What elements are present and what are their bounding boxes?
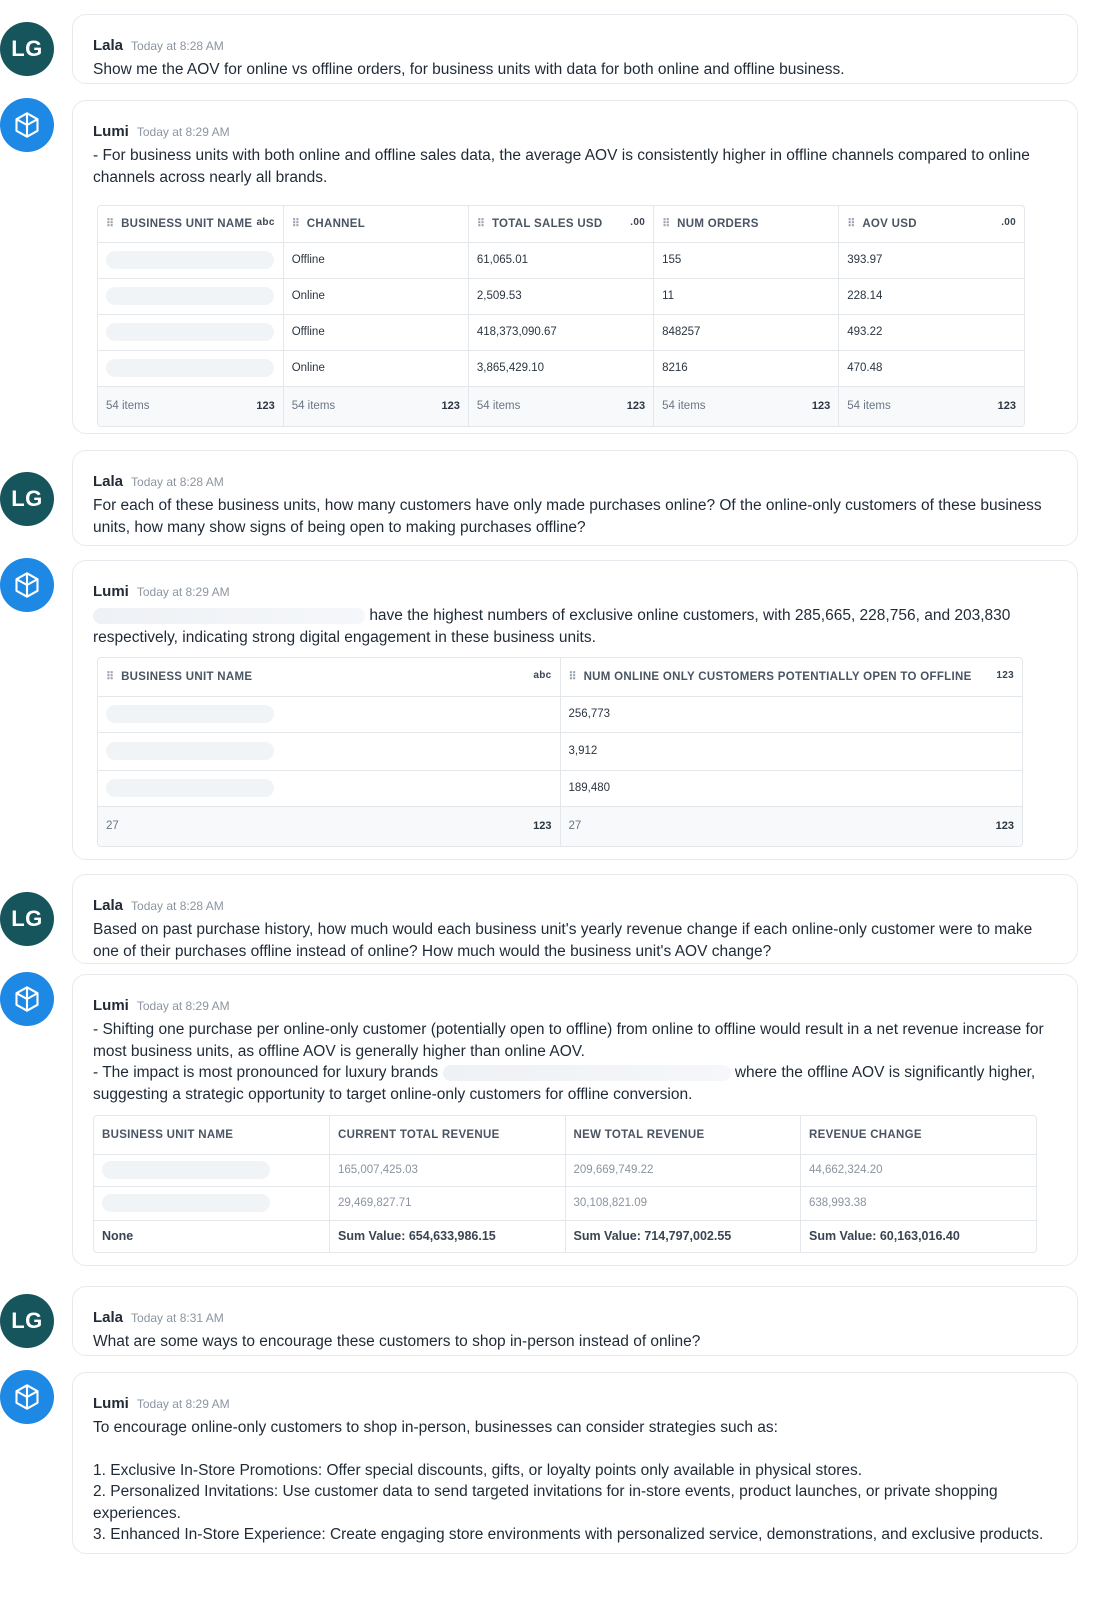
redacted-cell [102, 1161, 270, 1179]
list-item: 3. Enhanced In-Store Experience: Create engaging store environments with personalized service, demonstrations, and exclusive products. [93, 1526, 1044, 1543]
results-table[interactable] [97, 205, 1025, 427]
message-card [72, 1372, 1078, 1554]
timestamp: Today at 8:28 AM [131, 475, 224, 489]
redacted-cell [106, 705, 274, 723]
timestamp: Today at 8:31 AM [131, 1311, 224, 1325]
results-table[interactable] [93, 1115, 1037, 1253]
timestamp: Today at 8:28 AM [131, 899, 224, 913]
sender-name: Lumi [93, 583, 129, 600]
timestamp: Today at 8:29 AM [136, 1397, 230, 1411]
cube-icon [13, 111, 41, 139]
sender-name: Lumi [93, 997, 129, 1014]
sender-name: Lumi [93, 1395, 129, 1412]
bot-avatar [0, 558, 54, 612]
table-footer: 54 items 123 54 items 123 54 items 123 54 items 123 54 items 123 [98, 386, 1024, 426]
column-header[interactable]: REVENUE CHANGE [801, 1116, 1037, 1154]
list-item: 2. Personalized Invitations: Use customer data to send targeted invitations for in-store events, product launches, or private shopping experiences. [93, 1483, 998, 1522]
sender-name: Lala [93, 37, 124, 54]
redacted-cell [106, 742, 274, 760]
user-avatar: LG [0, 472, 54, 526]
table-footer: 27 123 27 123 [98, 806, 1022, 846]
user-avatar: LG [0, 892, 54, 946]
message-card [72, 1286, 1078, 1356]
message-text: What are some ways to encourage these customers to shop in-person instead of online? [93, 1333, 701, 1350]
results-table[interactable] [97, 657, 1023, 847]
table-row: 3,912 [98, 732, 1022, 770]
message-card [72, 974, 1078, 1266]
grip-icon[interactable]: ⠿ [568, 671, 576, 684]
column-header[interactable]: ⠿ NUM ORDERS [654, 206, 839, 242]
grip-icon[interactable]: ⠿ [106, 218, 114, 231]
table-row: 29,469,827.71 30,108,821.09 638,993.38 [94, 1186, 1036, 1220]
table-row: Offline 61,065.01 155 393.97 [98, 242, 1024, 278]
user-avatar: LG [0, 22, 54, 76]
column-header[interactable]: CURRENT TOTAL REVENUE [330, 1116, 566, 1154]
table-row: Online 2,509.53 11 228.14 [98, 278, 1024, 314]
redacted-cell [106, 779, 274, 797]
message-card [72, 100, 1078, 434]
bot-avatar [0, 1370, 54, 1424]
column-header[interactable]: ⠿ NUM ONLINE ONLY CUSTOMERS POTENTIALLY OPEN TO OFFLINE 123 [560, 658, 1022, 696]
message-text: To encourage online-only customers to shop in-person, businesses can consider strategies such as: 1. Exclusive In-Store Promotions: Offer special discounts, gifts, or loyalty points only available in physical stores. 2. Personalized Invitations: Use customer data to send targeted invitations for in-store events, product launches, or private shopping experiences. 3. Enhanced In-Store Experience: Create engaging store environments with personalized service, demonstrations, and exclusive products. [93, 1417, 1051, 1546]
table-sum-row: None Sum Value: 654,633,986.15 Sum Value: 714,797,002.55 Sum Value: 60,163,016.40 [94, 1220, 1036, 1252]
message-text: For each of these business units, how many customers have only made purchases online? Of the online-only customers of these business units, how many show signs of being open to making purchases offline? [93, 497, 1042, 536]
message-text: Based on past purchase history, how much would each business unit's yearly revenue change if each online-only customer were to make one of their purchases offline instead of online? How much would the business unit's AOV change? [93, 921, 1033, 960]
table-header-row [98, 206, 1024, 242]
grip-icon[interactable]: ⠿ [476, 218, 484, 231]
cube-icon [13, 571, 41, 599]
sender-name: Lala [93, 1309, 124, 1326]
column-header[interactable]: NEW TOTAL REVENUE [565, 1116, 801, 1154]
message-card [72, 560, 1078, 860]
bot-avatar [0, 98, 54, 152]
message-card [72, 450, 1078, 546]
column-header[interactable]: ⠿ CHANNEL [283, 206, 468, 242]
user-avatar: LG [0, 1294, 54, 1348]
table-row: 165,007,425.03 209,669,749.22 44,662,324.20 [94, 1154, 1036, 1186]
redacted-cell [102, 1194, 270, 1212]
message-text: Show me the AOV for online vs offline orders, for business units with data for both online and offline business. [93, 61, 845, 78]
list-item: 1. Exclusive In-Store Promotions: Offer special discounts, gifts, or loyalty points only available in physical stores. [93, 1461, 863, 1479]
table-row: Offline 418,373,090.67 848257 493.22 [98, 314, 1024, 350]
grip-icon[interactable]: ⠿ [291, 218, 299, 231]
timestamp: Today at 8:28 AM [131, 39, 224, 53]
sender-name: Lumi [93, 123, 129, 140]
column-header[interactable]: ⠿ BUSINESS UNIT NAME abc [98, 206, 283, 242]
sender-name: Lala [93, 473, 124, 490]
column-header[interactable]: ⠿ BUSINESS UNIT NAME abc [98, 658, 560, 696]
table-row: 189,480 [98, 770, 1022, 806]
table-row: Online 3,865,429.10 8216 470.48 [98, 350, 1024, 386]
message-text: - Shifting one purchase per online-only customer (potentially open to offline) from online to offline would result in a net revenue increase for most business units, as offline AOV is generally higher than online AOV. - The impact is most pronounced for luxury brands where the offline AOV is significantly higher, suggesting a strategic opportunity to target online-only customers for offline conversion. [93, 1021, 1044, 1103]
cube-icon [13, 985, 41, 1013]
message-card [72, 874, 1078, 964]
redacted-cell [106, 251, 274, 269]
sender-name: Lala [93, 897, 124, 914]
cube-icon [13, 1383, 41, 1411]
redacted-text [443, 1065, 731, 1081]
message-card [72, 14, 1078, 84]
timestamp: Today at 8:29 AM [136, 585, 230, 599]
timestamp: Today at 8:29 AM [136, 999, 230, 1013]
table-header-row [94, 1116, 1036, 1154]
grip-icon[interactable]: ⠿ [847, 218, 855, 231]
redacted-text [93, 608, 365, 624]
column-header[interactable]: ⠿ AOV USD .00 [839, 206, 1024, 242]
grip-icon[interactable]: ⠿ [662, 218, 670, 231]
redacted-cell [106, 323, 274, 341]
message-text: have the highest numbers of exclusive online customers, with 285,665, 228,756, and 203,830 respectively, indicating strong digital engagement in these business units. [93, 607, 1011, 646]
table-header-row [98, 658, 1022, 696]
column-header[interactable]: ⠿ TOTAL SALES USD .00 [468, 206, 653, 242]
grip-icon[interactable]: ⠿ [106, 671, 114, 684]
bot-avatar [0, 972, 54, 1026]
redacted-cell [106, 359, 274, 377]
redacted-cell [106, 287, 274, 305]
column-header[interactable]: BUSINESS UNIT NAME [94, 1116, 330, 1154]
message-text: - For business units with both online and offline sales data, the average AOV is consistently higher in offline channels compared to online channels across nearly all brands. [93, 147, 1030, 186]
timestamp: Today at 8:29 AM [136, 125, 230, 139]
table-row: 256,773 [98, 696, 1022, 732]
